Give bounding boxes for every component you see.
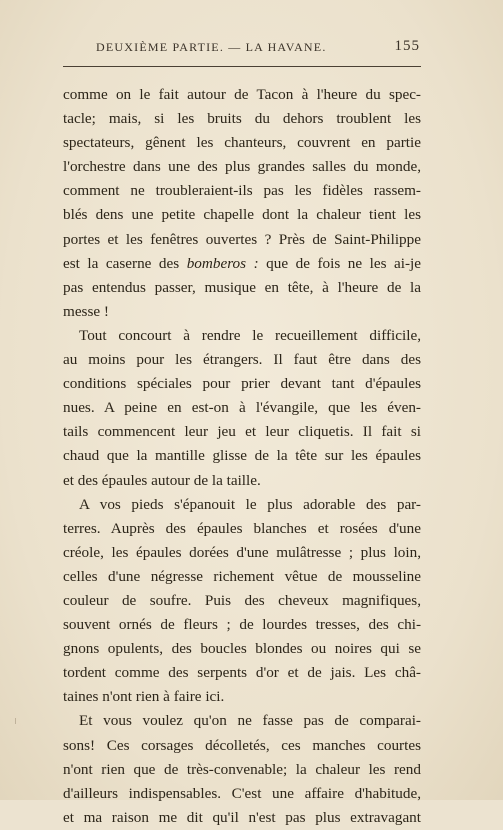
running-head [68, 38, 420, 58]
text-line: taines n'ont rien à faire ici. [63, 688, 225, 706]
text-line: nues. A peine en est-on à l'évangile, que les éven- [63, 399, 421, 417]
text-line: au moins pour les étrangers. Il faut être dans des [63, 351, 421, 369]
text-line: conditions spéciales pour prier devant tant d'épaules [63, 375, 421, 393]
running-head-title: DEUXIÈME PARTIE. — LA HAVANE. [96, 40, 327, 54]
text-line: gnons opulents, des boucles blondes ou noires qui se [63, 640, 421, 658]
text-line: terres. Auprès des épaules blanches et rosées d'une [63, 519, 421, 537]
text-line [63, 252, 421, 276]
text-line: d'ailleurs indispensables. C'est une affaire d'habitude, [63, 784, 421, 802]
text-line: spectateurs, gênent les chanteurs, couvrent en partie [63, 134, 421, 152]
text-line: chaud que la mantille glisse de la tête sur les épaules [63, 447, 421, 465]
text-line: n'ont rien que de très-convenable; la chaleur les rend [63, 760, 421, 778]
text-line: couleur de soufre. Puis des cheveux magnifiques, [63, 591, 421, 609]
body-text [63, 83, 421, 830]
text-line: créole, les épaules dorées d'une mulâtresse ; plus loin, [63, 543, 421, 561]
margin-mark [15, 718, 16, 724]
text-line: l'orchestre dans une des plus grandes salles du monde, [63, 158, 421, 176]
page-number: 155 [394, 38, 420, 54]
italic-term: bomberos : [186, 254, 259, 272]
text-line: et des épaules autour de la taille. [63, 471, 261, 489]
text-line: souvent ornés de fleurs ; de lourdes tresses, des chi- [63, 616, 421, 634]
text-run: que de fois ne les ai-je [258, 254, 421, 272]
text-line: celles d'une négresse richement vêtue de mousseline [63, 567, 421, 585]
header-rule [63, 66, 421, 67]
text-line: Tout concourt à rendre le recueillement difficile, [79, 326, 421, 344]
text-line: tordent comme des serpents d'or et de jais. Les châ- [63, 664, 421, 682]
text-line: comment ne troubleraient-ils pas les fidèles rassem- [63, 182, 421, 200]
text-run: est la caserne des [63, 254, 187, 272]
text-line: pas entendus passer, musique en tête, à l'heure de la [63, 278, 421, 296]
text-line: sons! Ces corsages décolletés, ces manches courtes [63, 736, 421, 754]
text-line: portes et les fenêtres ouvertes ? Près de Saint-Philippe [63, 230, 421, 248]
text-line: Et vous voulez qu'on ne fasse pas de comparai- [79, 712, 421, 730]
text-line: tails commencent leur jeu et leur cliquetis. Il fait si [63, 423, 421, 441]
text-line: messe ! [63, 302, 109, 320]
text-line: tacle; mais, si les bruits du dehors troublent les [63, 110, 421, 128]
text-line: blés dens une petite chapelle dont la chaleur tient les [63, 206, 421, 224]
text-line: et ma raison me dit qu'il n'est pas plus extravagant [63, 808, 421, 826]
text-line: A vos pieds s'épanouit le plus adorable des par- [79, 495, 421, 513]
text-line: comme on le fait autour de Tacon à l'heure du spec- [63, 86, 421, 103]
